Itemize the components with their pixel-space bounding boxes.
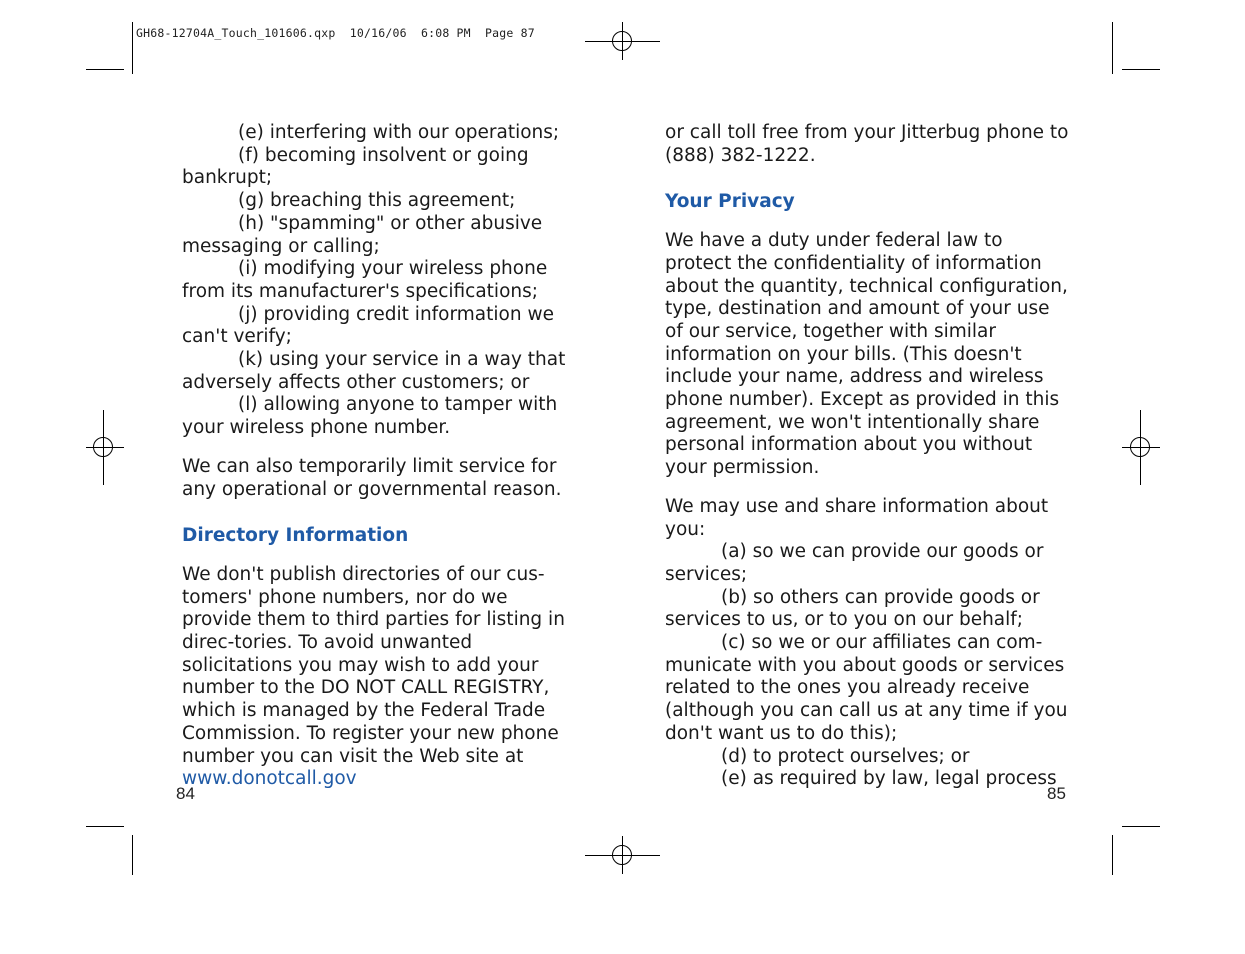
crop-mark — [132, 835, 133, 875]
share-intro: We may use and share information about you: — [665, 495, 1049, 540]
list-item: (b) so others can provide goods or services to us, or to you on our behalf; — [665, 586, 1040, 631]
list-item: (e) as required by law, legal process — [721, 768, 1057, 790]
crop-mark — [1122, 69, 1160, 70]
list-item: (d) to protect ourselves; or — [721, 745, 970, 767]
list-item: (h) "spamming" or other abusive messaging or calling; — [182, 212, 543, 257]
list-item: (j) providing credit information we can't verify; — [182, 303, 554, 348]
list-item: (g) breaching this agreement; — [238, 190, 516, 212]
crop-mark — [132, 22, 133, 74]
directory-heading: Directory Information — [182, 525, 409, 547]
page-number-right: 85 — [1047, 784, 1066, 803]
left-page-column — [182, 122, 582, 791]
donotcall-link[interactable]: www.donotcall.gov — [182, 768, 357, 790]
privacy-heading: Your Privacy — [665, 191, 795, 213]
crop-mark — [86, 826, 124, 827]
crop-mark — [1112, 835, 1113, 875]
list-item: (a) so we can provide our goods or services; — [665, 541, 1044, 585]
right-page-column — [665, 122, 1070, 791]
list-item: (e) interfering with our operations; — [238, 122, 560, 143]
privacy-paragraph: We have a duty under federal law to protect the confidentiality of information about the quantity, technical configuration, type, destination and amount of your use of our service, together with similar information on your bills. (This doesn't include your name, address and wireless phone number). Except as provided in this agreement, we won't intentionally share personal information about you without your permission. — [665, 230, 1068, 479]
list-item: (i) modifying your wireless phone from its manufacturer's specifications; — [182, 258, 548, 302]
crop-mark — [86, 69, 124, 70]
list-item: (c) so we or our affiliates can com-municate with you about goods or services related to the ones you already receive (although you can call us at any time if you don't want us to do this); — [665, 632, 1068, 744]
list-item: (f) becoming insolvent or going bankrupt; — [182, 144, 529, 189]
list-item: (l) allowing anyone to tamper with your wireless phone number. — [182, 394, 558, 439]
directory-text: We don't publish directories of our cus-tomers' phone numbers, nor do we provide them to third parties for listing in direc-tories. To avoid unwanted solicitations you may wish to add your number to the DO NOT CALL REGISTRY, which is managed by the Federal Trade Commission. To register your new phone number you can visit the Web site at — [182, 563, 565, 767]
file-slug: GH68-12704A_Touch_101606.qxp 10/16/06 6:08 PM Page 87 — [136, 26, 535, 40]
crop-mark — [1112, 22, 1113, 74]
crop-mark — [1122, 826, 1160, 827]
list-item: (k) using your service in a way that adversely affects other customers; or — [182, 349, 566, 393]
intro-paragraph: or call toll free from your Jitterbug phone to (888) 382-1222. — [665, 122, 1069, 166]
directory-paragraph — [182, 564, 582, 791]
limit-paragraph: We can also temporarily limit service for any operational or governmental reason. — [182, 455, 562, 500]
page-number-left: 84 — [176, 784, 195, 803]
